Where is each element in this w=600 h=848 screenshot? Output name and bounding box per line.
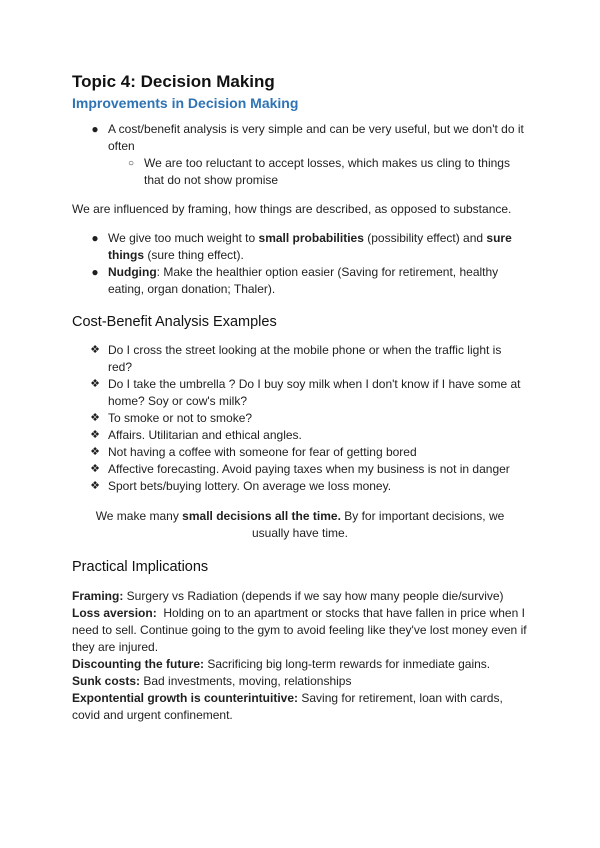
diamond-bullet-icon: ❖ [90, 463, 100, 475]
diamond-bullet-icon: ❖ [90, 480, 100, 492]
term-text: Bad investments, moving, relationships [140, 674, 352, 688]
term-label: Expontential growth is counterintuitive: [72, 691, 299, 705]
page-title: Topic 4: Decision Making [72, 72, 275, 91]
practical-discounting [72, 656, 528, 673]
term-text: Surgery vs Radiation (depends if we say how many people die/survive) [123, 589, 504, 603]
term-text: Holding on to an apartment or stocks that have fallen in price when I need to sell. Continue going to the gym to avoid feeling like they've lost money even if they are injured. [72, 606, 530, 654]
section-heading-practical: Practical Implications [72, 559, 209, 575]
list-item-text: Affairs. Utilitarian and ethical angles. [108, 428, 302, 442]
diamond-bullet-icon: ❖ [90, 344, 100, 356]
list-item [72, 461, 528, 478]
bullet-icon: ● [91, 231, 99, 245]
list-item-text: To smoke or not to smoke? [108, 411, 253, 425]
list-item [72, 121, 528, 155]
term-label: Sunk costs: [72, 674, 141, 688]
sub-list-item-text: We are too reluctant to accept losses, which makes us cling to things that do not show promise [144, 156, 510, 187]
hollow-bullet-icon: ○ [127, 158, 135, 169]
practical-exponential-growth [72, 690, 528, 724]
practical-sunk-costs [72, 673, 528, 690]
term-text: Sacrificing big long-term rewards for inmediate gains. [204, 657, 491, 671]
bullet-icon: ● [91, 122, 99, 136]
practical-loss-aversion [72, 605, 528, 656]
term-label: Framing: [72, 589, 124, 603]
section-heading-cost-benefit: Cost-Benefit Analysis Examples [72, 314, 277, 330]
small-decisions-paragraph [72, 508, 528, 542]
list-item [72, 342, 528, 376]
emphasis-nudging: Nudging [108, 265, 157, 279]
emphasis-small-probabilities: small probabilities [258, 231, 364, 245]
text-run: By for important decisions, we usually have time. [251, 509, 505, 540]
list-item-text: A cost/benefit analysis is very simple and can be very useful, but we don't do it often [108, 122, 524, 153]
list-item [72, 230, 528, 264]
text-run: (possibility effect) and [363, 231, 487, 245]
practical-implications [72, 588, 528, 724]
list-item [72, 478, 528, 495]
emphasis-sure-things: sure things [108, 231, 512, 262]
list-item [72, 444, 528, 461]
sub-list-item [72, 155, 528, 189]
bullet-icon: ● [91, 265, 99, 279]
emphasis-small-decisions: small decisions all the time. [182, 509, 341, 523]
term-text: Saving for retirement, loan with cards, covid and urgent confinement. [72, 691, 503, 722]
text-run: (sure thing effect). [144, 248, 244, 262]
list-item-text: Do I cross the street looking at the mobile phone or when the traffic light is red? [108, 343, 502, 374]
text-run: We give too much weight to [108, 231, 259, 245]
framing-paragraph: We are influenced by framing, how things are described, as opposed to substance. [72, 202, 512, 216]
bullet-list-2 [72, 230, 528, 298]
bullet-list-1 [72, 121, 528, 189]
list-item [72, 376, 528, 410]
list-item-text: Sport bets/buying lottery. On average we loss money. [108, 479, 392, 493]
list-item [72, 410, 528, 427]
list-item [72, 427, 528, 444]
term-label: Loss aversion: [72, 606, 157, 620]
text-run: : Make the healthier option easier (Saving for retirement, healthy eating, organ donation; Thaler). [108, 265, 499, 296]
list-item [72, 264, 528, 298]
cost-benefit-list [72, 342, 528, 495]
text-run: We make many [95, 509, 183, 523]
diamond-bullet-icon: ❖ [90, 429, 100, 441]
list-item-text: Do I take the umbrella ? Do I buy soy milk when I don't know if I have some at home? Soy or cow's milk? [108, 377, 521, 408]
list-item-text: Affective forecasting. Avoid paying taxes when my business is not in danger [108, 462, 510, 476]
list-item-text: Not having a coffee with someone for fear of getting bored [108, 445, 417, 459]
diamond-bullet-icon: ❖ [90, 412, 100, 424]
practical-framing [72, 588, 528, 605]
term-label: Discounting the future: [72, 657, 204, 671]
diamond-bullet-icon: ❖ [90, 378, 100, 390]
page-subtitle: Improvements in Decision Making [72, 95, 299, 111]
diamond-bullet-icon: ❖ [90, 446, 100, 458]
